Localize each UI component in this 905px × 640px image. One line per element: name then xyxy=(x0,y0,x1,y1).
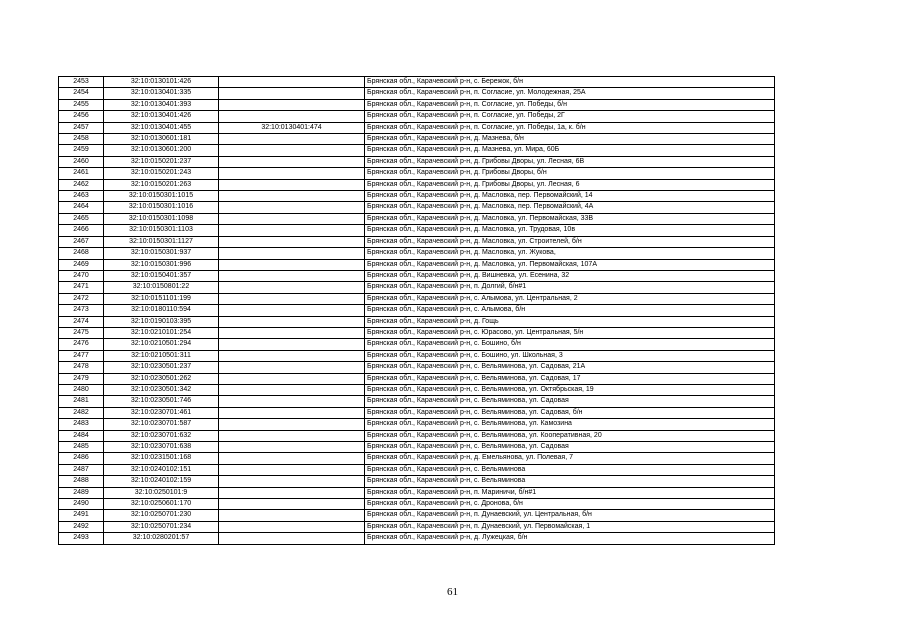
cadastral-number-cell: 32:10:0230701:638 xyxy=(104,442,219,453)
cadastral-number-cell: 32:10:0180110:594 xyxy=(104,305,219,316)
cadastral-number-cell: 32:10:0210101:254 xyxy=(104,327,219,338)
address-cell: Брянская обл., Карачевский р-н, с. Дронова, б/н xyxy=(365,499,775,510)
parent-cadastral-cell xyxy=(219,270,365,281)
address-cell: Брянская обл., Карачевский р-н, д. Масловка, ул. Первомайская, 107А xyxy=(365,259,775,270)
address-cell: Брянская обл., Карачевский р-н, д. Вишневка, ул. Есенина, 32 xyxy=(365,270,775,281)
table-row xyxy=(59,476,775,487)
cadastral-number-cell: 32:10:0150201:263 xyxy=(104,179,219,190)
property-table-body xyxy=(59,77,775,545)
address-cell: Брянская обл., Карачевский р-н, п. Мариничи, б/н#1 xyxy=(365,487,775,498)
parent-cadastral-cell xyxy=(219,305,365,316)
table-row xyxy=(59,327,775,338)
row-number-cell: 2482 xyxy=(59,407,104,418)
parent-cadastral-cell xyxy=(219,419,365,430)
address-cell: Брянская обл., Карачевский р-н, с. Вельяминова, ул. Октябрьская, 19 xyxy=(365,384,775,395)
cadastral-number-cell: 32:10:0230501:262 xyxy=(104,373,219,384)
table-row xyxy=(59,316,775,327)
cadastral-number-cell: 32:10:0130601:200 xyxy=(104,145,219,156)
row-number-cell: 2472 xyxy=(59,293,104,304)
address-cell: Брянская обл., Карачевский р-н, п. Согласие, ул. Молодежная, 25А xyxy=(365,88,775,99)
row-number-cell: 2478 xyxy=(59,362,104,373)
cadastral-number-cell: 32:10:0130401:455 xyxy=(104,122,219,133)
parent-cadastral-cell xyxy=(219,350,365,361)
row-number-cell: 2493 xyxy=(59,533,104,544)
address-cell: Брянская обл., Карачевский р-н, п. Дунаевский, ул. Первомайская, 1 xyxy=(365,521,775,532)
table-row xyxy=(59,259,775,270)
cadastral-number-cell: 32:10:0250701:230 xyxy=(104,510,219,521)
row-number-cell: 2488 xyxy=(59,476,104,487)
table-row xyxy=(59,362,775,373)
parent-cadastral-cell xyxy=(219,510,365,521)
table-row xyxy=(59,464,775,475)
table-row xyxy=(59,521,775,532)
parent-cadastral-cell: 32:10:0130401:474 xyxy=(219,122,365,133)
cadastral-number-cell: 32:10:0230501:342 xyxy=(104,384,219,395)
table-row xyxy=(59,213,775,224)
table-row xyxy=(59,350,775,361)
cadastral-number-cell: 32:10:0230701:632 xyxy=(104,430,219,441)
cadastral-number-cell: 32:10:0210501:311 xyxy=(104,350,219,361)
table-row xyxy=(59,156,775,167)
parent-cadastral-cell xyxy=(219,327,365,338)
row-number-cell: 2461 xyxy=(59,168,104,179)
row-number-cell: 2485 xyxy=(59,442,104,453)
row-number-cell: 2483 xyxy=(59,419,104,430)
address-cell: Брянская обл., Карачевский р-н, д. Гощь xyxy=(365,316,775,327)
address-cell: Брянская обл., Карачевский р-н, с. Алымова, ул. Центральная, 2 xyxy=(365,293,775,304)
address-cell: Брянская обл., Карачевский р-н, с. Вельяминова, ул. Садовая, 17 xyxy=(365,373,775,384)
row-number-cell: 2466 xyxy=(59,225,104,236)
parent-cadastral-cell xyxy=(219,430,365,441)
row-number-cell: 2458 xyxy=(59,134,104,145)
row-number-cell: 2462 xyxy=(59,179,104,190)
row-number-cell: 2469 xyxy=(59,259,104,270)
parent-cadastral-cell xyxy=(219,362,365,373)
address-cell: Брянская обл., Карачевский р-н, д. Мазнева, ул. Мира, 60Б xyxy=(365,145,775,156)
address-cell: Брянская обл., Карачевский р-н, с. Бошино, ул. Школьная, 3 xyxy=(365,350,775,361)
parent-cadastral-cell xyxy=(219,293,365,304)
cadastral-number-cell: 32:10:0240102:151 xyxy=(104,464,219,475)
parent-cadastral-cell xyxy=(219,213,365,224)
table-row xyxy=(59,111,775,122)
address-cell: Брянская обл., Карачевский р-н, д. Грибовы Дворы, ул. Лесная, 6 xyxy=(365,179,775,190)
address-cell: Брянская обл., Карачевский р-н, д. Грибовы Дворы, б/н xyxy=(365,168,775,179)
row-number-cell: 2481 xyxy=(59,396,104,407)
parent-cadastral-cell xyxy=(219,476,365,487)
table-row xyxy=(59,248,775,259)
address-cell: Брянская обл., Карачевский р-н, с. Вельяминова, ул. Садовая, б/н xyxy=(365,407,775,418)
cadastral-number-cell: 32:10:0150301:1016 xyxy=(104,202,219,213)
cadastral-number-cell: 32:10:0250701:234 xyxy=(104,521,219,532)
cadastral-number-cell: 32:10:0280201:57 xyxy=(104,533,219,544)
parent-cadastral-cell xyxy=(219,373,365,384)
cadastral-number-cell: 32:10:0151101:199 xyxy=(104,293,219,304)
parent-cadastral-cell xyxy=(219,339,365,350)
address-cell: Брянская обл., Карачевский р-н, п. Дунаевский, ул. Центральная, б/н xyxy=(365,510,775,521)
parent-cadastral-cell xyxy=(219,179,365,190)
cadastral-number-cell: 32:10:0150301:1103 xyxy=(104,225,219,236)
parent-cadastral-cell xyxy=(219,521,365,532)
row-number-cell: 2480 xyxy=(59,384,104,395)
row-number-cell: 2491 xyxy=(59,510,104,521)
address-cell: Брянская обл., Карачевский р-н, д. Масловка, ул. Трудовая, 10в xyxy=(365,225,775,236)
row-number-cell: 2476 xyxy=(59,339,104,350)
page-number: 61 xyxy=(447,586,458,598)
parent-cadastral-cell xyxy=(219,396,365,407)
table-row xyxy=(59,77,775,88)
cadastral-number-cell: 32:10:0150301:996 xyxy=(104,259,219,270)
parent-cadastral-cell xyxy=(219,225,365,236)
row-number-cell: 2453 xyxy=(59,77,104,88)
cadastral-number-cell: 32:10:0250101:9 xyxy=(104,487,219,498)
parent-cadastral-cell xyxy=(219,111,365,122)
table-row xyxy=(59,430,775,441)
table-row xyxy=(59,225,775,236)
table-row xyxy=(59,442,775,453)
table-row xyxy=(59,384,775,395)
row-number-cell: 2468 xyxy=(59,248,104,259)
parent-cadastral-cell xyxy=(219,384,365,395)
parent-cadastral-cell xyxy=(219,533,365,544)
parent-cadastral-cell xyxy=(219,134,365,145)
parent-cadastral-cell xyxy=(219,88,365,99)
row-number-cell: 2473 xyxy=(59,305,104,316)
row-number-cell: 2490 xyxy=(59,499,104,510)
table-row xyxy=(59,396,775,407)
row-number-cell: 2486 xyxy=(59,453,104,464)
cadastral-number-cell: 32:10:0150301:937 xyxy=(104,248,219,259)
cadastral-number-cell: 32:10:0240102:159 xyxy=(104,476,219,487)
parent-cadastral-cell xyxy=(219,453,365,464)
cadastral-number-cell: 32:10:0231501:168 xyxy=(104,453,219,464)
row-number-cell: 2471 xyxy=(59,282,104,293)
parent-cadastral-cell xyxy=(219,168,365,179)
table-row xyxy=(59,236,775,247)
table-row xyxy=(59,202,775,213)
address-cell: Брянская обл., Карачевский р-н, д. Грибовы Дворы, ул. Лесная, 6В xyxy=(365,156,775,167)
row-number-cell: 2459 xyxy=(59,145,104,156)
address-cell: Брянская обл., Карачевский р-н, с. Вельяминова, ул. Садовая xyxy=(365,442,775,453)
row-number-cell: 2470 xyxy=(59,270,104,281)
cadastral-number-cell: 32:10:0150201:243 xyxy=(104,168,219,179)
row-number-cell: 2475 xyxy=(59,327,104,338)
cadastral-number-cell: 32:10:0230701:461 xyxy=(104,407,219,418)
address-cell: Брянская обл., Карачевский р-н, с. Вельяминова, ул. Садовая xyxy=(365,396,775,407)
address-cell: Брянская обл., Карачевский р-н, д. Емельянова, ул. Полевая, 7 xyxy=(365,453,775,464)
parent-cadastral-cell xyxy=(219,499,365,510)
row-number-cell: 2463 xyxy=(59,191,104,202)
table-row xyxy=(59,99,775,110)
address-cell: Брянская обл., Карачевский р-н, д. Масловка, ул. Первомайская, 33В xyxy=(365,213,775,224)
cadastral-number-cell: 32:10:0250601:170 xyxy=(104,499,219,510)
parent-cadastral-cell xyxy=(219,407,365,418)
parent-cadastral-cell xyxy=(219,282,365,293)
cadastral-number-cell: 32:10:0230501:237 xyxy=(104,362,219,373)
row-number-cell: 2454 xyxy=(59,88,104,99)
parent-cadastral-cell xyxy=(219,191,365,202)
cadastral-number-cell: 32:10:0150301:1098 xyxy=(104,213,219,224)
address-cell: Брянская обл., Карачевский р-н, с. Бережок, б/н xyxy=(365,77,775,88)
row-number-cell: 2465 xyxy=(59,213,104,224)
row-number-cell: 2455 xyxy=(59,99,104,110)
cadastral-number-cell: 32:10:0130401:393 xyxy=(104,99,219,110)
table-row xyxy=(59,499,775,510)
cadastral-number-cell: 32:10:0130101:426 xyxy=(104,77,219,88)
address-cell: Брянская обл., Карачевский р-н, с. Юрасово, ул. Центральная, 5/н xyxy=(365,327,775,338)
parent-cadastral-cell xyxy=(219,259,365,270)
address-cell: Брянская обл., Карачевский р-н, д. Масловка, пер. Первомайский, 4А xyxy=(365,202,775,213)
table-row xyxy=(59,122,775,133)
row-number-cell: 2457 xyxy=(59,122,104,133)
row-number-cell: 2464 xyxy=(59,202,104,213)
parent-cadastral-cell xyxy=(219,464,365,475)
table-row xyxy=(59,179,775,190)
parent-cadastral-cell xyxy=(219,442,365,453)
table-row xyxy=(59,453,775,464)
parent-cadastral-cell xyxy=(219,99,365,110)
row-number-cell: 2487 xyxy=(59,464,104,475)
row-number-cell: 2467 xyxy=(59,236,104,247)
row-number-cell: 2479 xyxy=(59,373,104,384)
address-cell: Брянская обл., Карачевский р-н, с. Вельяминова, ул. Садовая, 21А xyxy=(365,362,775,373)
cadastral-number-cell: 32:10:0150801:22 xyxy=(104,282,219,293)
row-number-cell: 2484 xyxy=(59,430,104,441)
row-number-cell: 2460 xyxy=(59,156,104,167)
cadastral-number-cell: 32:10:0210501:294 xyxy=(104,339,219,350)
row-number-cell: 2492 xyxy=(59,521,104,532)
table-row xyxy=(59,168,775,179)
cadastral-number-cell: 32:10:0130401:426 xyxy=(104,111,219,122)
row-number-cell: 2477 xyxy=(59,350,104,361)
address-cell: Брянская обл., Карачевский р-н, с. Алымова, б/н xyxy=(365,305,775,316)
cadastral-number-cell: 32:10:0150301:1127 xyxy=(104,236,219,247)
table-row xyxy=(59,270,775,281)
cadastral-number-cell: 32:10:0130401:335 xyxy=(104,88,219,99)
row-number-cell: 2474 xyxy=(59,316,104,327)
parent-cadastral-cell xyxy=(219,236,365,247)
address-cell: Брянская обл., Карачевский р-н, д. Масловка, ул. Строителей, б/н xyxy=(365,236,775,247)
address-cell: Брянская обл., Карачевский р-н, с. Вельяминова, ул. Кооперативная, 20 xyxy=(365,430,775,441)
address-cell: Брянская обл., Карачевский р-н, д. Масловка, пер. Первомайский, 14 xyxy=(365,191,775,202)
parent-cadastral-cell xyxy=(219,145,365,156)
table-row xyxy=(59,293,775,304)
table-row xyxy=(59,487,775,498)
address-cell: Брянская обл., Карачевский р-н, с. Вельяминова, ул. Камозина xyxy=(365,419,775,430)
cadastral-number-cell: 32:10:0150401:357 xyxy=(104,270,219,281)
table-row xyxy=(59,305,775,316)
parent-cadastral-cell xyxy=(219,248,365,259)
cadastral-number-cell: 32:10:0150201:237 xyxy=(104,156,219,167)
table-row xyxy=(59,282,775,293)
parent-cadastral-cell xyxy=(219,156,365,167)
table-row xyxy=(59,533,775,544)
address-cell: Брянская обл., Карачевский р-н, с. Бошино, б/н xyxy=(365,339,775,350)
cadastral-number-cell: 32:10:0230501:746 xyxy=(104,396,219,407)
row-number-cell: 2489 xyxy=(59,487,104,498)
cadastral-number-cell: 32:10:0130601:181 xyxy=(104,134,219,145)
table-row xyxy=(59,88,775,99)
address-cell: Брянская обл., Карачевский р-н, п. Согласие, ул. Победы, б/н xyxy=(365,99,775,110)
parent-cadastral-cell xyxy=(219,487,365,498)
address-cell: Брянская обл., Карачевский р-н, д. Лужецкая, б/н xyxy=(365,533,775,544)
address-cell: Брянская обл., Карачевский р-н, д. Масловка, ул. Жукова, xyxy=(365,248,775,259)
row-number-cell: 2456 xyxy=(59,111,104,122)
table-row xyxy=(59,339,775,350)
table-row xyxy=(59,510,775,521)
address-cell: Брянская обл., Карачевский р-н, п. Согласие, ул. Победы, 1а, к. б/н xyxy=(365,122,775,133)
table-row xyxy=(59,191,775,202)
table-row xyxy=(59,407,775,418)
table-row xyxy=(59,419,775,430)
parent-cadastral-cell xyxy=(219,316,365,327)
table-row xyxy=(59,373,775,384)
address-cell: Брянская обл., Карачевский р-н, с. Вельяминова xyxy=(365,464,775,475)
parent-cadastral-cell xyxy=(219,202,365,213)
cadastral-number-cell: 32:10:0190103:395 xyxy=(104,316,219,327)
address-cell: Брянская обл., Карачевский р-н, п. Долгий, б/н#1 xyxy=(365,282,775,293)
cadastral-number-cell: 32:10:0230701:587 xyxy=(104,419,219,430)
property-table xyxy=(58,76,775,545)
parent-cadastral-cell xyxy=(219,77,365,88)
cadastral-number-cell: 32:10:0150301:1015 xyxy=(104,191,219,202)
table-row xyxy=(59,134,775,145)
address-cell: Брянская обл., Карачевский р-н, с. Вельяминова xyxy=(365,476,775,487)
address-cell: Брянская обл., Карачевский р-н, п. Согласие, ул. Победы, 2Г xyxy=(365,111,775,122)
address-cell: Брянская обл., Карачевский р-н, д. Мазнева, б/н xyxy=(365,134,775,145)
table-row xyxy=(59,145,775,156)
